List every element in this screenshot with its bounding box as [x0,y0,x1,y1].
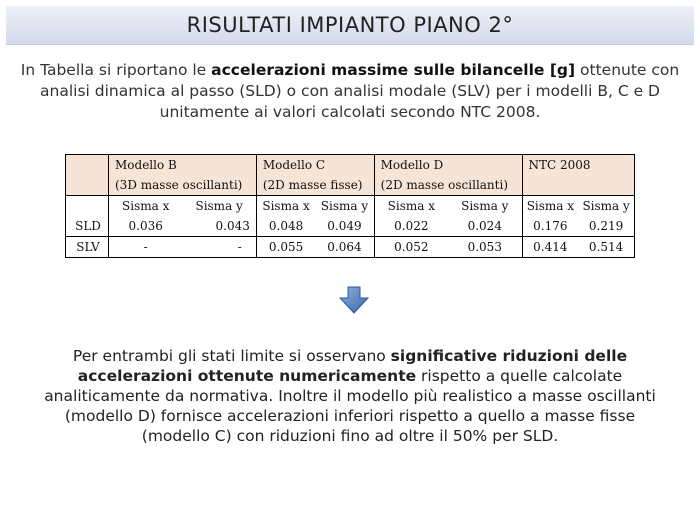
intro-text-2: ottenute con analisi dinamica al passo (SLD) o con analisi modale (SLV) per i modelli B, C e D unitamente ai valori calcolati secondo NTC 2008. [40,61,680,121]
table-cell: 0.055 [256,236,315,257]
model-c-desc: (2D masse fisse) [256,175,374,195]
summary-paragraph [40,346,660,446]
corner-cell [66,155,109,175]
table-row-slv [66,236,635,257]
sub-header: Sisma x [522,195,578,215]
table-cell: 0.024 [448,216,522,236]
intro-paragraph [20,60,680,123]
table-cell: 0.022 [374,216,448,236]
ntc-name: NTC 2008 [522,155,635,175]
table-cell: 0.064 [315,236,374,257]
corner-cell-2 [66,175,109,195]
sisma-header-row [66,195,635,215]
table-cell: 0.176 [522,216,578,236]
sub-header: Sisma y [578,195,634,215]
table-cell: 0.036 [109,216,183,236]
table-cell: 0.053 [448,236,522,257]
label-cell-empty [66,195,109,215]
table-cell: 0.048 [256,216,315,236]
sub-header: Sisma y [182,195,256,215]
table-cell: 0.219 [578,216,634,236]
results-table [65,154,635,258]
sub-header: Sisma x [109,195,183,215]
sub-header: Sisma y [448,195,522,215]
table-cell: - [182,236,256,257]
model-desc-row [66,175,635,195]
summary-bold-text: significative riduzioni delle accelerazioni ottenute numericamente [77,347,628,385]
results-table-wrap [65,154,635,258]
table-cell: 0.043 [182,216,256,236]
model-d-desc: (2D masse oscillanti) [374,175,522,195]
row-label-sld: SLD [66,216,109,236]
intro-text-1: In Tabella si riportano le [20,61,212,79]
model-b-desc: (3D masse oscillanti) [109,175,257,195]
title-bar [6,6,694,45]
model-b-name: Modello B [109,155,257,175]
down-arrow-icon [339,286,369,314]
table-cell: 0.414 [522,236,578,257]
page-title: RISULTATI IMPIANTO PIANO 2° [186,13,514,37]
table-cell: - [109,236,183,257]
row-label-slv: SLV [66,236,109,257]
intro-bold-text: accelerazioni massime sulle bilancelle [g] [211,61,576,79]
model-name-row [66,155,635,175]
sub-header: Sisma x [374,195,448,215]
model-d-name: Modello D [374,155,522,175]
sub-header: Sisma y [315,195,374,215]
model-c-name: Modello C [256,155,374,175]
table-cell: 0.049 [315,216,374,236]
summary-text-2: rispetto a quelle calcolate analiticamente da normativa. Inoltre il modello più realistico a masse oscillanti (modello D) fornisce accelerazioni inferiori rispetto a quello a masse fisse (modello C) con riduzioni fino ad oltre il 50% per SLD. [44,367,656,445]
sub-header: Sisma x [256,195,315,215]
summary-text-1: Per entrambi gli stati limite si osservano [72,347,391,365]
table-cell: 0.052 [374,236,448,257]
table-cell: 0.514 [578,236,634,257]
ntc-desc [522,175,635,195]
table-row-sld [66,216,635,236]
